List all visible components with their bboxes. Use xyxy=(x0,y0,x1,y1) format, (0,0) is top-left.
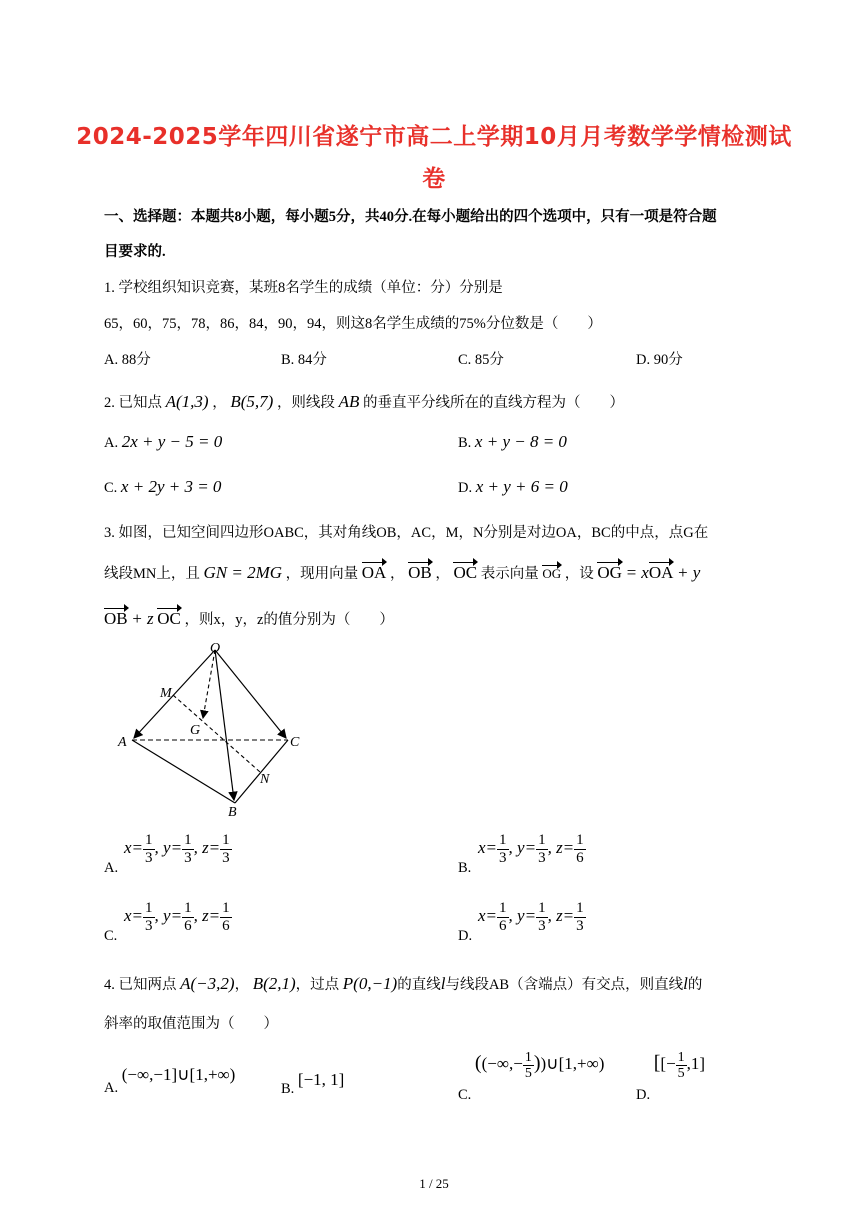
q4-text2: 与线段AB（含端点）有交点，则直线 xyxy=(445,977,684,993)
q4-option-b-expr: [−1, 1] xyxy=(297,1070,345,1089)
q2-option-a-label: A. xyxy=(104,435,119,451)
q1-stem-line1: 1. 学校组织知识竞赛，某班8名学生的成绩（单位：分）分别是 xyxy=(104,280,503,296)
q2-option-a-expr: 2x + y − 5 = 0 xyxy=(121,432,223,451)
q3-ratio-eq: GN = 2MG xyxy=(203,563,283,582)
vector-ob-2: OB xyxy=(104,609,128,628)
q2-suffix: 的垂直平分线所在的直线方程为（ ） xyxy=(362,395,624,411)
q1-option-c: C. 85分 xyxy=(458,352,504,368)
q2-option-c-expr: x + 2y + 3 = 0 xyxy=(120,477,222,496)
q4-point-a: A(−3,2) xyxy=(180,974,235,993)
q3-line2-d: ，设 xyxy=(564,566,594,582)
vector-oa-2: OA xyxy=(648,563,674,582)
q3-line2-b: ，现用向量 xyxy=(285,566,359,582)
q1-stem-line2: 65，60，75，78，86，84，90，94，则这8名学生成绩的75%分位数是（ ） xyxy=(104,316,602,332)
q4-option-d-expr-a: [− xyxy=(660,1054,676,1074)
q4-option-b-label: B. xyxy=(281,1081,295,1097)
q3-eq-rhs2: + y xyxy=(677,563,701,582)
q2-prefix: 2. 已知点 xyxy=(104,395,162,411)
q4-mid: ，过点 xyxy=(295,977,340,993)
q1-option-b: B. 84分 xyxy=(281,352,327,368)
q3-option-c-label: C. xyxy=(104,928,118,944)
doc-title-line2: 卷 xyxy=(422,166,446,192)
q4-option-c-label: C. xyxy=(458,1087,472,1104)
section-heading-line2: 目要求的. xyxy=(104,244,166,260)
vector-oc-2: OC xyxy=(157,609,181,628)
label-a: A xyxy=(118,735,127,750)
doc-title-line1: 2024-2025学年四川省遂宁市高二上学期10月月考数学学情检测试 xyxy=(76,124,792,150)
q4-option-d-expr-b: ,1] xyxy=(686,1054,706,1074)
edge-oc xyxy=(215,650,286,738)
q4-text3: 的 xyxy=(687,977,703,993)
q2-option-b xyxy=(458,432,567,452)
segment-mn-dashed xyxy=(173,695,260,772)
q2-suffix-pre: ，则线段 xyxy=(276,395,335,411)
q3-stem-line2 xyxy=(104,562,700,583)
q3-comma-2: ， xyxy=(435,566,450,582)
q4-option-a xyxy=(104,1065,236,1096)
q3-eq-rhs1: = x xyxy=(625,563,649,582)
vector-og-small: OG xyxy=(542,566,562,581)
q3-a-x-frac: $\frac{1}{3}$ xyxy=(145,832,153,866)
q4-option-a-expr: (−∞,−1]∪[1,+∞) xyxy=(121,1065,236,1084)
q4-point-b: B(2,1) xyxy=(252,974,296,993)
q2-option-b-expr: x + y − 8 = 0 xyxy=(474,432,567,451)
label-g: G xyxy=(190,723,201,738)
q3-stem-line3 xyxy=(104,608,394,629)
q4-stem-line2: 斜率的取值范围为（ ） xyxy=(104,1016,278,1032)
q1-option-d: D. 90分 xyxy=(636,352,683,368)
q3-option-b-label: B. xyxy=(458,860,472,876)
q4-option-c-expr-b: )∪[1,+∞) xyxy=(540,1054,605,1074)
q4-option-d-label: D. xyxy=(636,1087,651,1104)
q2-point-a: A(1,3) xyxy=(165,392,209,411)
q3-line2-a: 线段MN上，且 xyxy=(104,566,200,582)
q3-option-d-label: D. xyxy=(458,928,473,944)
q4-point-p: P(0,−1) xyxy=(342,974,398,993)
q2-option-d xyxy=(458,477,568,497)
q4-line-l: l xyxy=(440,974,446,993)
label-c: C xyxy=(290,735,300,750)
page-number: 1 / 25 xyxy=(419,1176,449,1191)
label-o: O xyxy=(210,641,221,656)
q1-option-a: A. 88分 xyxy=(104,352,151,368)
q4-option-b xyxy=(281,1070,345,1097)
tetrahedron-figure xyxy=(110,640,320,820)
q2-option-d-expr: x + y + 6 = 0 xyxy=(475,477,568,496)
q2-sep: ， xyxy=(212,395,227,411)
q2-option-d-label: D. xyxy=(458,480,473,496)
q3-comma-1: ， xyxy=(389,566,405,582)
q3-line2-c: 表示向量 xyxy=(480,566,539,582)
vector-oc: OC xyxy=(453,563,478,582)
vector-oa: OA xyxy=(361,563,387,582)
q3-line3-mid: + z xyxy=(131,609,154,628)
q3-stem-line1: 3. 如图，已知空间四边形OABC，其对角线OB，AC，M，N分别是对边OA，BC的中点，点G在 xyxy=(104,525,709,541)
q2-option-c xyxy=(104,477,221,497)
edge-oa xyxy=(134,650,215,738)
q2-stem xyxy=(104,391,624,412)
edge-ab xyxy=(132,740,235,803)
q2-option-c-label: C. xyxy=(104,480,118,496)
q4-option-c: C. ((−∞,− $\frac{1}{5}$ ))∪[1,+∞) xyxy=(458,1050,605,1104)
label-m: M xyxy=(160,686,172,701)
q4-stem-line1: 4. 已知两点 A(−3,2)， B(2,1)，过点 P(0,−1)的直线l与线段AB（含端点）有交点，则直线l的 xyxy=(104,974,703,993)
q2-option-a xyxy=(104,432,222,452)
vector-og: OG xyxy=(597,563,622,582)
label-n: N xyxy=(260,772,270,787)
q4-option-c-expr-a: (−∞,− xyxy=(481,1054,523,1074)
q2-point-b: B(5,7) xyxy=(230,392,274,411)
q4-line-l-2: l xyxy=(683,974,688,993)
edge-ob xyxy=(215,650,234,800)
vector-ob: OB xyxy=(408,563,432,582)
q4-text1: 的直线 xyxy=(397,977,441,993)
q4-option-a-label: A. xyxy=(104,1080,119,1096)
q3-line3-end: ，则x，y，z的值分别为（ ） xyxy=(184,612,394,628)
q3-option-a-label: A. xyxy=(104,860,119,876)
q4-prefix: 4. 已知两点 xyxy=(104,977,177,993)
q4-option-d: D. [[− $\frac{1}{5}$ ,1] xyxy=(636,1050,706,1104)
label-b: B xyxy=(228,805,237,820)
q2-option-b-label: B. xyxy=(458,435,472,451)
section-heading-line1: 一、选择题：本题共8小题，每小题5分，共40分.在每小题给出的四个选项中，只有一项是符合题 xyxy=(104,209,717,225)
q2-segment: AB xyxy=(338,392,360,411)
